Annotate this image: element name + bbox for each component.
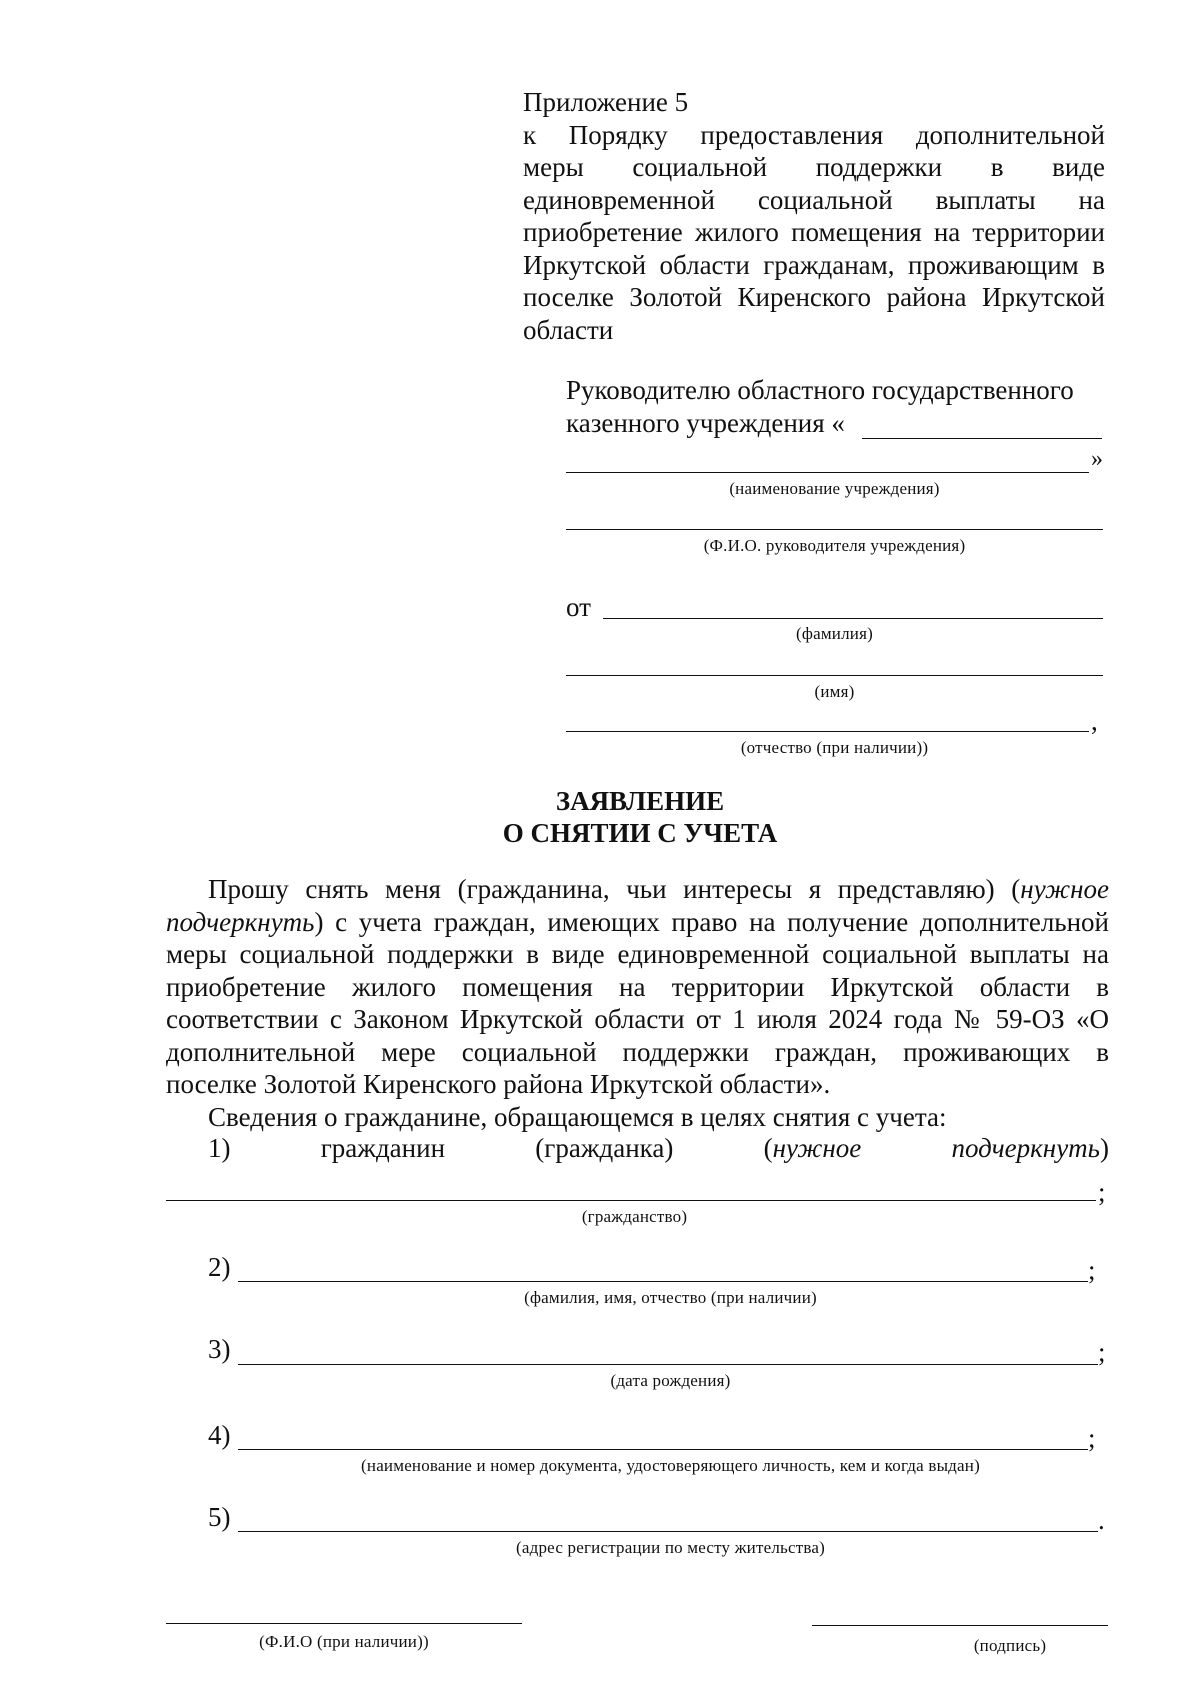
caption-head-fio: (Ф.И.О. руководителя учреждения) — [703, 536, 966, 555]
item-4-number: 4) — [208, 1420, 231, 1450]
appendix-block — [523, 86, 1105, 346]
patronymic-field[interactable] — [566, 731, 1089, 732]
item-1-note-a: (нужное — [763, 1133, 862, 1163]
document-subtitle: О СНЯТИИ С УЧЕТА — [502, 818, 778, 848]
body-line: подчеркнуть) с учета граждан, имеющих право на получение дополнительной — [166, 906, 1109, 937]
caption-address: (адрес регистрации по месту жительства) — [516, 1538, 825, 1557]
item-1-note-b: подчеркнуть) — [951, 1133, 1109, 1163]
semicolon: ; — [1098, 1337, 1106, 1367]
body-line: меры социальной поддержки в виде единовременной социальной выплаты на — [166, 939, 1109, 969]
document-title: ЗАЯВЛЕНИЕ — [555, 786, 725, 816]
appendix-line: Иркутской области гражданам, проживающим в — [523, 249, 1105, 280]
item-1-number: 1) — [208, 1133, 231, 1163]
item-3-number: 3) — [208, 1334, 231, 1364]
address-field[interactable] — [238, 1531, 1098, 1532]
caption-institution: (наименование учреждения) — [729, 479, 940, 498]
citizenship-field[interactable] — [166, 1200, 1096, 1201]
item-1-citizen: гражданин — [320, 1133, 446, 1163]
semicolon: ; — [1088, 1255, 1096, 1285]
fio-field[interactable] — [238, 1281, 1088, 1282]
caption-birth-date: (дата рождения) — [610, 1371, 731, 1390]
institution-name-field[interactable] — [862, 438, 1102, 439]
semicolon: ; — [1098, 1177, 1106, 1207]
addressee-line-1: Руководителю областного государственного — [566, 375, 1074, 405]
item-1-citizen-f: (гражданка) — [535, 1133, 674, 1163]
item-1-line — [208, 1133, 1109, 1164]
caption-citizenship: (гражданство) — [581, 1207, 688, 1226]
body-line: Прошу снять меня (гражданина, чьи интересы я представляю) (нужное — [208, 874, 1109, 904]
body-paragraph — [166, 873, 1109, 1133]
comma: , — [1091, 706, 1098, 736]
head-fio-field[interactable] — [566, 529, 1103, 530]
caption-signature: (подпись) — [973, 1636, 1047, 1655]
semicolon: ; — [1088, 1423, 1096, 1453]
signer-fio-field[interactable] — [166, 1623, 522, 1624]
appendix-line: единовременной социальной выплаты на — [523, 184, 1105, 215]
period: . — [1098, 1505, 1105, 1535]
appendix-line: к Порядку предоставления дополнительной — [523, 119, 1105, 150]
appendix-line: поселке Золотой Киренского района Иркутской — [523, 282, 1105, 312]
body-line: соответствии с Законом Иркутской области от 1 июля 2024 года № 59-ОЗ «О — [166, 1004, 1109, 1034]
id-document-field[interactable] — [238, 1449, 1088, 1450]
close-quote: » — [1091, 446, 1103, 472]
caption-patronymic: (отчество (при наличии)) — [740, 738, 929, 757]
body-line: дополнительной мере социальной поддержки граждан, проживающих в — [166, 1036, 1109, 1067]
item-5-number: 5) — [208, 1502, 231, 1532]
addressee-line-2: казенного учреждения « — [566, 408, 845, 438]
from-label: от — [566, 592, 591, 622]
caption-id-document: (наименование и номер документа, удостоверяющего личность, кем и когда выдан) — [361, 1456, 980, 1475]
body-line: поселке Золотой Киренского района Иркутской области». — [166, 1069, 831, 1099]
item-2-number: 2) — [208, 1252, 231, 1282]
body-line-info: Сведения о гражданине, обращающемся в целях снятия с учета: — [208, 1101, 947, 1132]
name-field[interactable] — [566, 675, 1103, 676]
surname-field[interactable] — [603, 618, 1103, 619]
birth-date-field[interactable] — [238, 1364, 1098, 1365]
caption-surname: (фамилия) — [796, 624, 873, 643]
institution-name-field-2[interactable] — [566, 472, 1089, 473]
body-line: приобретение жилого помещения на территории Иркутской области в — [166, 971, 1109, 1002]
appendix-line: области — [523, 314, 614, 345]
signature-field[interactable] — [812, 1625, 1108, 1626]
caption-signer-fio: (Ф.И.О (при наличии)) — [259, 1632, 429, 1651]
appendix-line: Приложение 5 — [523, 87, 689, 117]
caption-name: (имя) — [814, 682, 855, 701]
appendix-line: меры социальной поддержки в виде — [523, 152, 1105, 182]
appendix-line: приобретение жилого помещения на территории — [523, 217, 1105, 247]
caption-fio: (фамилия, имя, отчество (при наличии) — [524, 1288, 817, 1307]
